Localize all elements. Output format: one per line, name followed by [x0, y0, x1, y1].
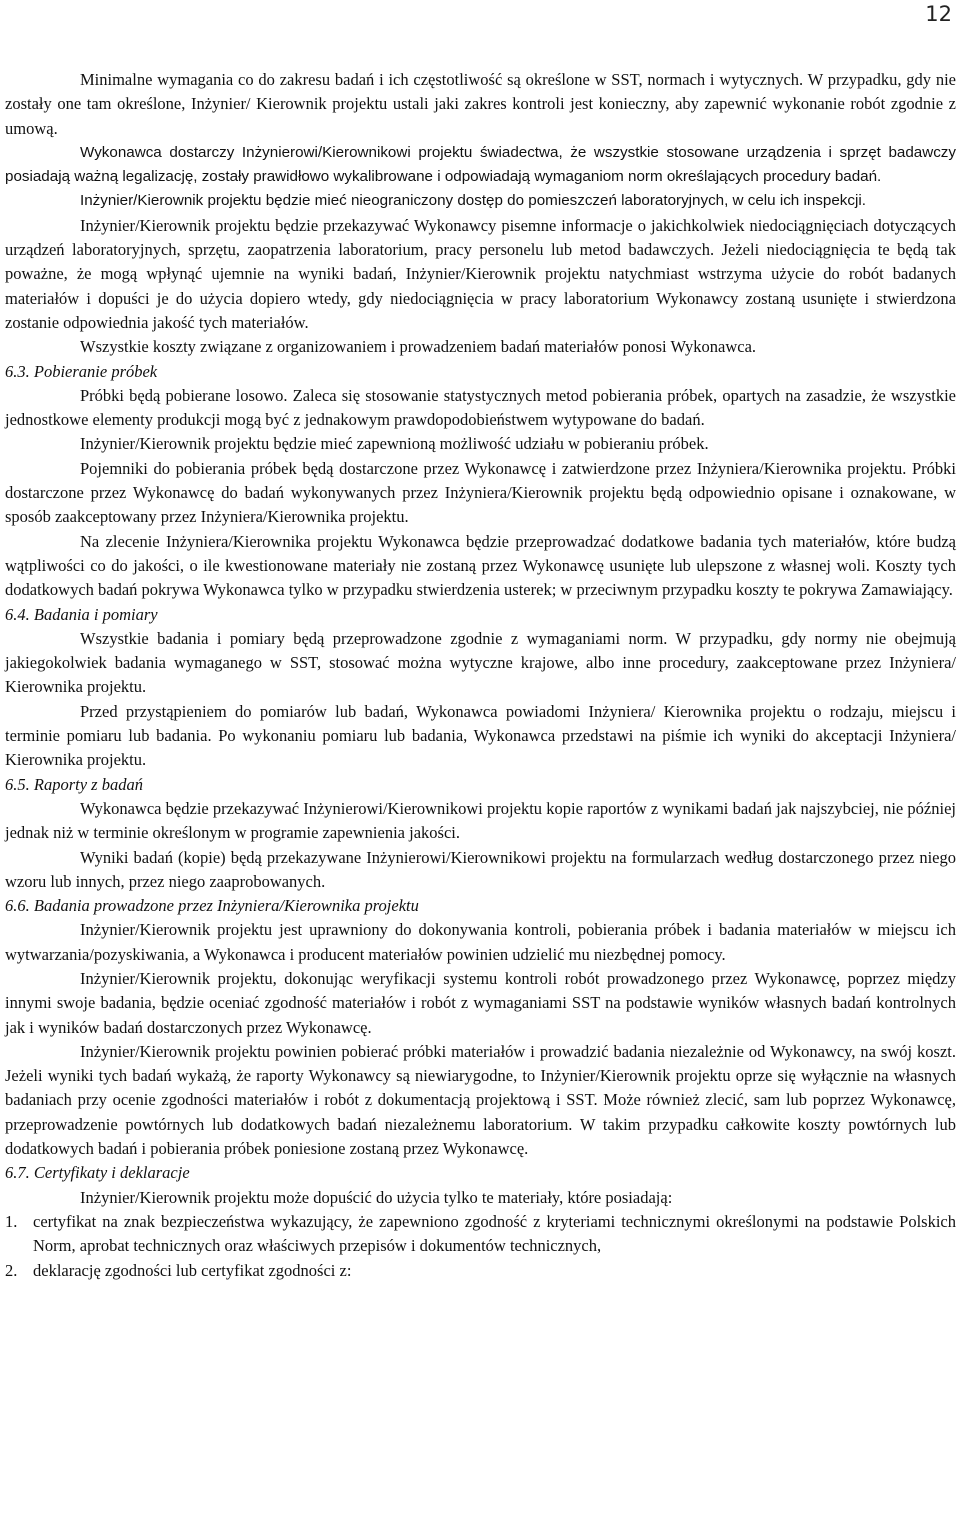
paragraph-part: Inżynier/Kierownik projektu będzie przekazywać Wykonawcy pisemne informacje o jakichkolwiek niedociągnięciach dotyczących urządzeń laboratoryjnych, sprzętu, zaopatrzenia laboratorium, pracy personelu lub metod badawczych. — [5, 215, 956, 260]
paragraph: Wszystkie badania i pomiary będą przeprowadzone zgodnie z wymaganiami norm. W przypadku, gdy normy nie obejmują jakiegokolwiek badania wymaganego w SST, stosować można wytyczne krajowe, albo inne procedury, zaakceptowane przez Inżyniera/ Kierownika projektu. — [5, 628, 956, 697]
document-body — [5, 68, 956, 1283]
section-heading: 6.6. Badania prowadzone przez Inżyniera/Kierownika projektu — [5, 896, 419, 916]
paragraph: Inżynier/Kierownik projektu będzie mieć zapewnioną możliwość udziału w pobieraniu próbek. — [80, 434, 709, 454]
paragraph — [5, 214, 956, 335]
paragraph: Inżynier/Kierownik projektu jest uprawniony do dokonywania kontroli, pobierania próbek i badania materiałów w miejscu ich wytwarzania/pozyskiwania, a Wykonawca i producent materiałów powinien udzielić mu niezbędnej pomocy. — [5, 920, 956, 964]
paragraph: Wykonawca dostarczy Inżynierowi/Kierownikowi projektu świadectwa, że wszystkie stosowane urządzenia i sprzęt badawczy posiadają ważną legalizację, zostały prawidłowo wykalibrowane i odpowiadają wymaganiom norm określających procedury badań. — [5, 143, 956, 186]
list-item-number: 1. — [5, 1211, 18, 1231]
paragraph: Inżynier/Kierownik projektu będzie mieć nieograniczony dostęp do pomieszczeń laboratoryjnych, w celu ich inspekcji. — [80, 192, 866, 210]
paragraph — [5, 384, 956, 433]
paragraph: Minimalne wymagania co do zakresu badań i ich częstotliwość są określone w SST, normach i wytycznych. W przypadku, gdy nie zostały one tam określone, Inżynier/ Kierownik projektu ustali jaki zakres kontroli jest konieczny, aby zapewnić wykonanie robót zgodnie z umową. — [5, 70, 956, 138]
paragraph-part: Próbki będą pobierane losowo. — [80, 385, 288, 405]
list-item-text: certyfikat na znak bezpieczeństwa wykazujący, że zapewniono zgodność z kryteriami technicznymi określonymi na podstawie Polskich Norm, aprobat technicznych oraz właściwych przepisów i dokumentów technicznych, — [33, 1211, 956, 1256]
section-heading: 6.4. Badania i pomiary — [5, 604, 158, 624]
section-heading: 6.7. Certyfikaty i deklaracje — [5, 1163, 190, 1183]
list-item-number: 2. — [5, 1260, 18, 1280]
paragraph: Wykonawca będzie przekazywać Inżynierowi/Kierownikowi projektu kopie raportów z wynikami badań jak najszybciej, nie później jednak niż w terminie określonym w programie zapewnienia jakości. — [5, 798, 956, 843]
paragraph: Inżynier/Kierownik projektu, dokonując weryfikacji systemu kontroli robót prowadzonego przez Wykonawcę, poprzez między innymi swoje badania, będzie oceniać zgodność materiałów i robót z wymaganiami SST na podstawie wyników własnych badań kontrolnych jak i wyników badań dostarczonych przez Wykonawcę. — [5, 968, 956, 1037]
paragraph-part: Zaleca się stosowanie statystycznych metod pobierania próbek, opartych na zasadzie, że wszystkie jednostkowe elementy produkcji mogą być z jednakowym prawdopodobieństwem wytypowane do badań. — [5, 385, 956, 430]
paragraph: Przed przystąpieniem do pomiarów lub badań, Wykonawca powiadomi Inżyniera/ Kierownika projektu o rodzaju, miejscu i terminie pomiaru lub badania. Po wykonaniu pomiaru lub badania, Wykonawca przedstawi na piśmie ich wyniki do akceptacji Inżyniera/ Kierownika projektu. — [5, 701, 956, 770]
paragraph: Pojemniki do pobierania próbek będą dostarczone przez Wykonawcę i zatwierdzone przez Inżyniera/Kierownika projektu. Próbki dostarczone przez Wykonawcę do badań wykonywanych przez Inżyniera/Kierownik projektu będą odpowiednio opisane i oznakowane, w sposób zaakceptowany przez Inżyniera/Kierownika projektu. — [5, 458, 956, 527]
list-item — [5, 1259, 956, 1283]
paragraph: Inżynier/Kierownik projektu może dopuścić do użycia tylko te materiały, które posiadają: — [80, 1187, 673, 1207]
paragraph: Inżynier/Kierownik projektu powinien pobierać próbki materiałów i prowadzić badania niezależnie od Wykonawcy, na swój koszt. Jeżeli wyniki tych badań wykażą, że raporty Wykonawcy są niewiarygodne, to Inżynier/Kierownik projektu oprze się wyłącznie na własnych badaniach przy ocenie zgodności materiałów i robót z dokumentacją projektową i SST. Może również zlecić, sam lub poprzez Wykonawcę, przeprowadzenie powtórnych lub dodatkowych badań niezależnemu laboratorium. W takim przypadku całkowite koszty powtórnych lub dodatkowych badań i pobierania próbek poniesione zostaną przez Wykonawcę. — [5, 1041, 956, 1159]
paragraph-part: Jeżeli niedociągnięcia te będą tak poważne, że mogą wpłynąć ujemnie na wyniki badań, Inżynier/Kierownik projektu natychmiast wstrzyma użycie do robót badanych materiałów i dopuści je do użycia dopiero wtedy, gdy niedociągnięcia w pracy laboratorium Wykonawcy zostaną usunięte i stwierdzona zostanie odpowiednia jakość tych materiałów. — [5, 240, 956, 332]
requirements-list — [5, 1210, 956, 1283]
list-item-text: deklarację zgodności lub certyfikat zgodności z: — [33, 1260, 352, 1280]
list-item — [5, 1210, 956, 1259]
paragraph: Wszystkie koszty związane z organizowaniem i prowadzeniem badań materiałów ponosi Wykonawca. — [80, 337, 757, 357]
section-heading: 6.3. Pobieranie próbek — [5, 361, 158, 381]
paragraph: Wyniki badań (kopie) będą przekazywane Inżynierowi/Kierownikowi projektu na formularzach według dostarczonego przez niego wzoru lub innych, przez niego zaaprobowanych. — [5, 847, 956, 891]
paragraph: Na zlecenie Inżyniera/Kierownika projektu Wykonawca będzie przeprowadzać dodatkowe badania tych materiałów, które budzą wątpliwości co do jakości, o ile kwestionowane materiały nie zostaną przez Wykonawcę usunięte lub ulepszone z własnej woli. Koszty tych dodatkowych badań pokrywa Wykonawca tylko w przypadku stwierdzenia usterek; w przeciwnym przypadku koszty te pokrywa Zamawiający. — [5, 531, 956, 600]
page-number: 12 — [925, 2, 952, 26]
section-heading: 6.5. Raporty z badań — [5, 774, 143, 794]
